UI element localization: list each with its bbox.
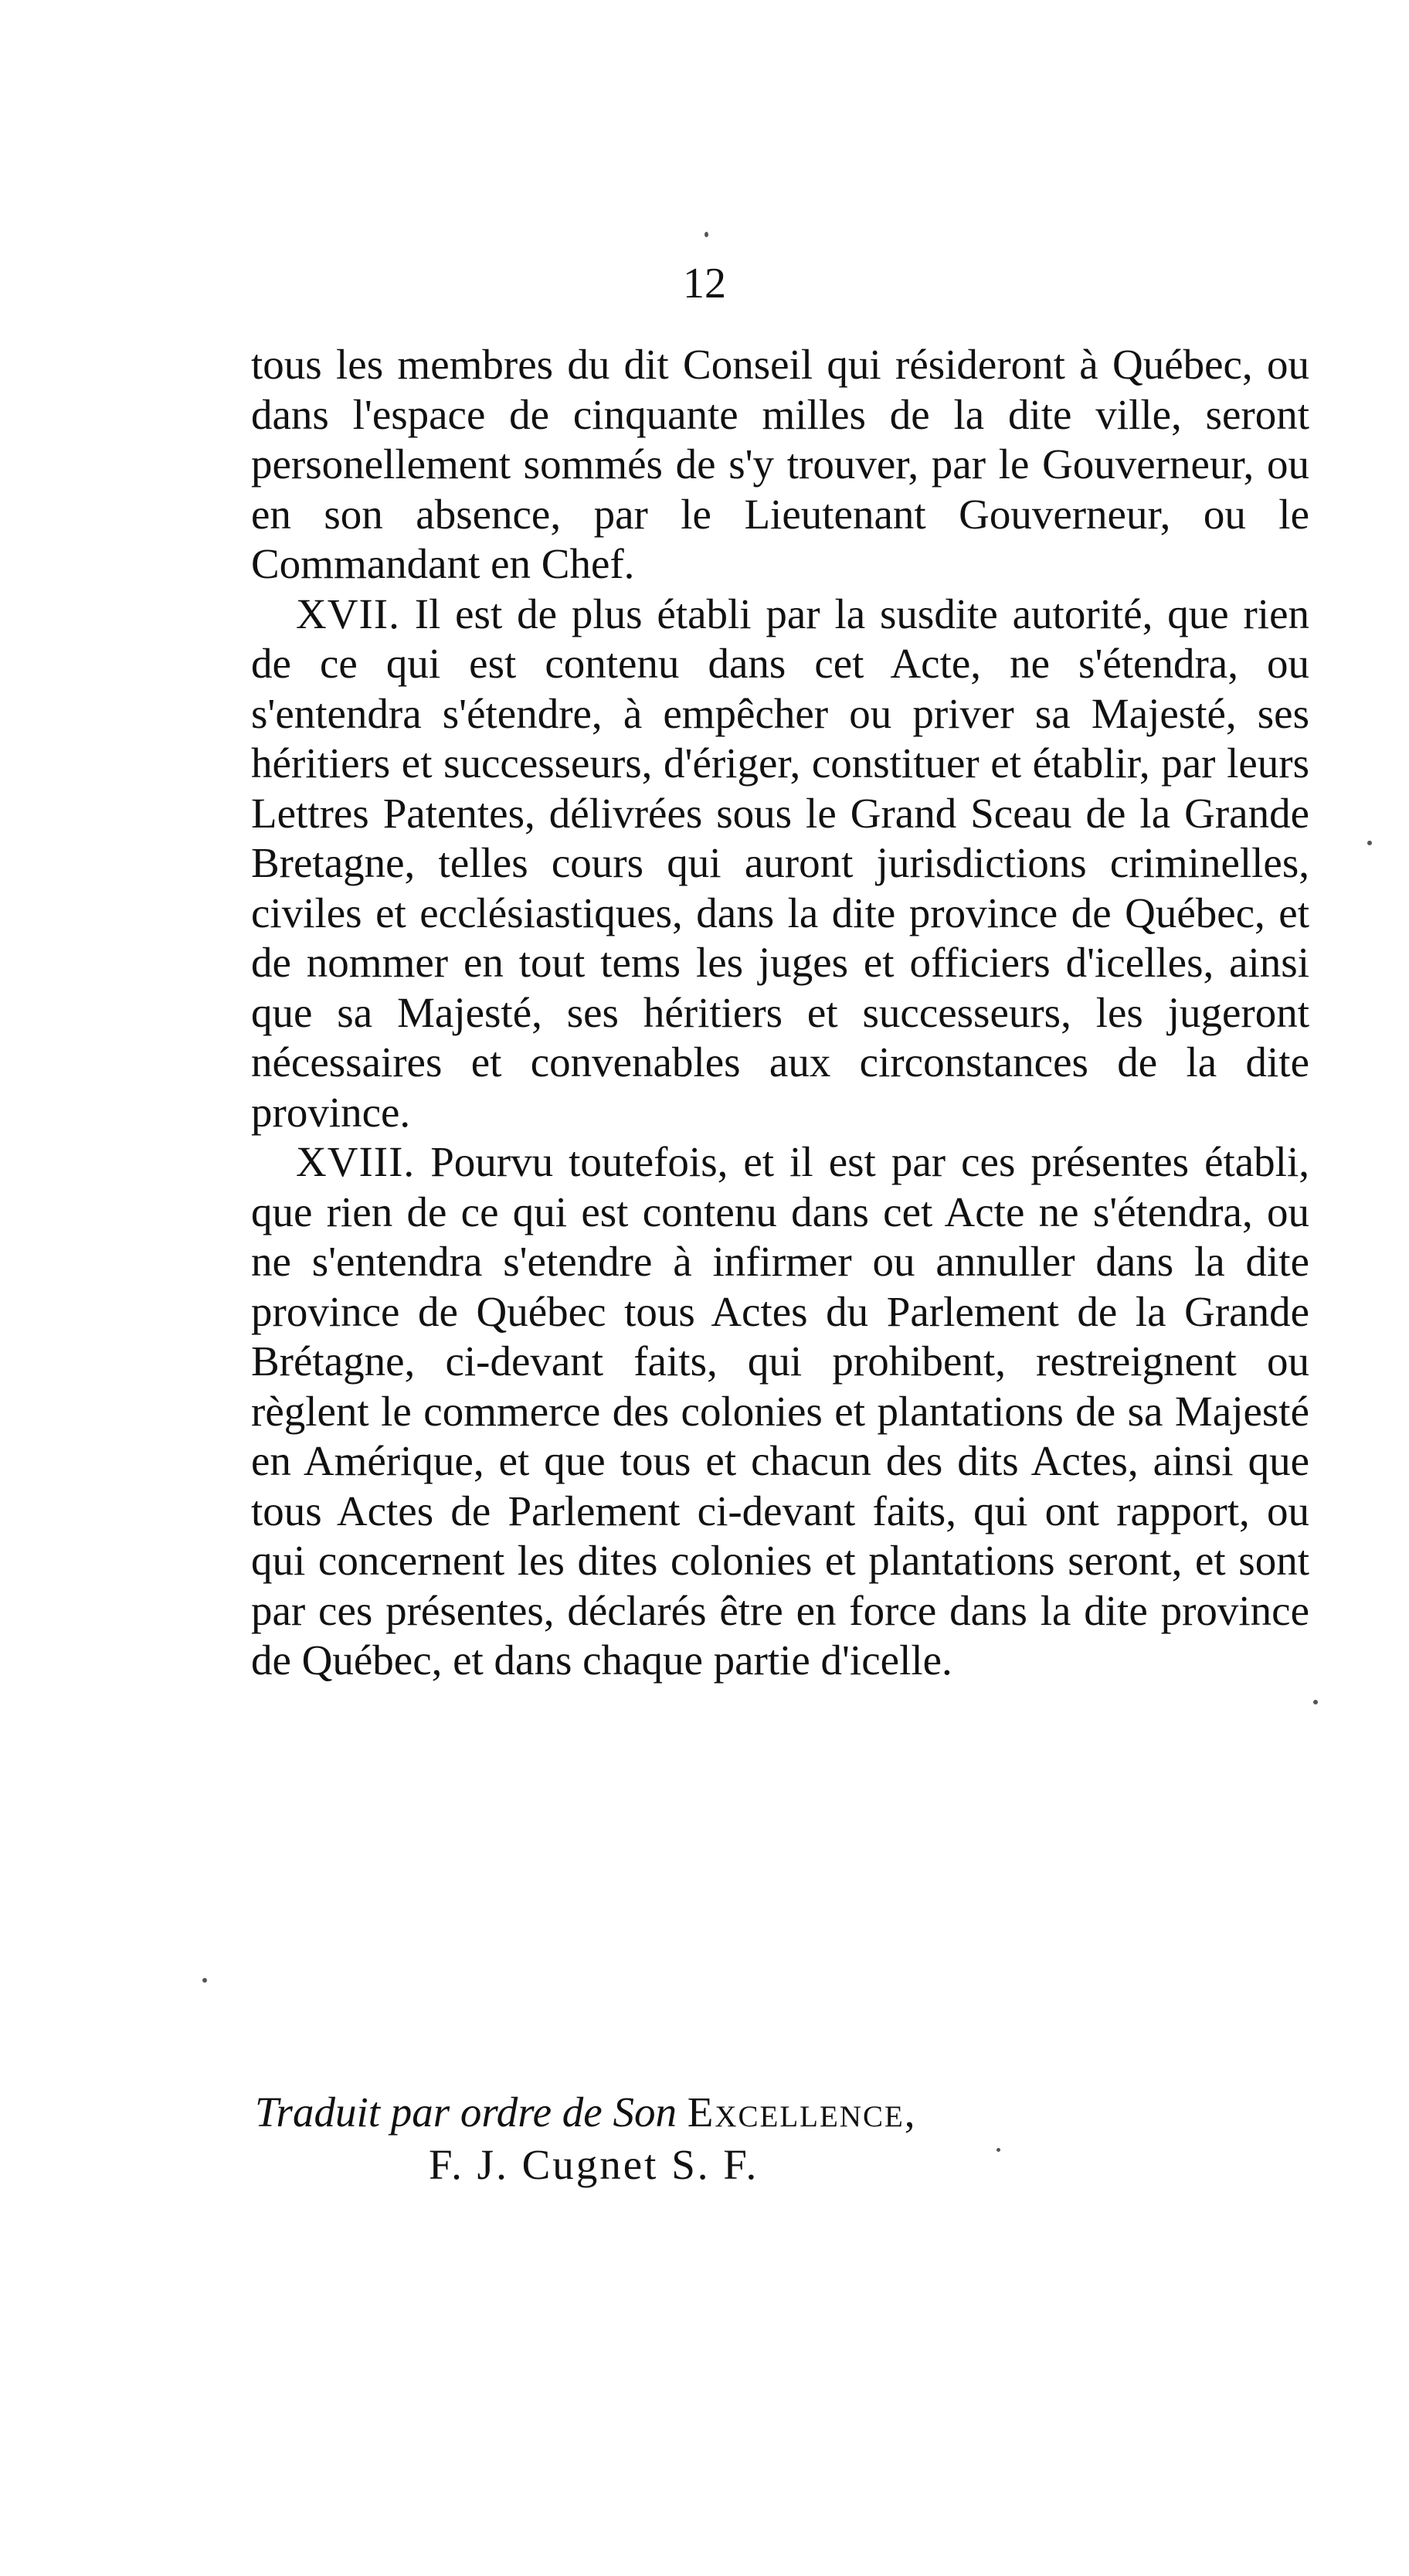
scan-speck	[1367, 841, 1372, 845]
paragraph-continuation	[251, 340, 1309, 590]
scan-speck	[704, 232, 708, 237]
excellence-title: Excellence,	[687, 2088, 917, 2136]
signer-name: F. J. Cugnet S. F.	[429, 2141, 759, 2188]
article-text: Pourvu toutefois, et il est par ces présentes établi, que rien de ce qui est contenu dans cet Acte ne s'étendra, ou ne s'entendra s'etendre à infirmer ou annuller dans la dite province de Québec tous Actes du Parlement de la Grande Brétagne, ci-devant faits, qui prohibent, restreignent ou règlent le commerce des colonies et plantations de sa Majesté en Amérique, et que tous et chacun des dits Actes, ainsi que tous Actes de Parlement ci-devant faits, qui ont rapport, ou qui concernent les dites colonies et plantations seront, et sont par ces présentes, déclarés être en force dans la dite province de Québec, et dans chaque partie d'icelle.	[251, 1138, 1309, 1684]
article-xviii	[251, 1137, 1309, 1686]
article-text: Il est de plus établi par la susdite autorité, que rien de ce qui est contenu dans cet Acte, ne s'étendra, ou s'entendra s'étendre, à empêcher ou priver sa Majesté, ses héritiers et successeurs, d'ériger, constituer et établir, par leurs Lettres Patentes, délivrées sous le Grand Sceau de la Grande Bretagne, telles cours qui auront jurisdictions criminelles, civiles et ecclésiastiques, dans la dite province de Québec, et de nommer en tout tems les juges et officiers d'icelles, ainsi que sa Majesté, ses héritiers et successeurs, les jugeront nécessaires et convenables aux circonstances de la dite province.	[251, 590, 1310, 1136]
scan-speck	[202, 1978, 207, 1983]
body-text	[251, 340, 1309, 1686]
paragraph-text: tous les membres du dit Conseil qui résideront à Québec, ou dans l'espace de cinquante milles de la dite ville, seront personellement sommés de s'y trouver, par le Gouverneur, ou en son absence, par le Lieutenant Gouverneur, ou le Commandant en Chef.	[251, 341, 1309, 587]
scan-speck	[1313, 1700, 1318, 1704]
article-xvii	[251, 590, 1309, 1138]
translated-by-line	[255, 2086, 1313, 2139]
translated-by-text: Traduit par ordre de Son	[255, 2088, 677, 2136]
article-number: XVIII.	[296, 1138, 416, 1185]
article-number: XVII.	[296, 590, 400, 637]
page-number: 12	[683, 260, 726, 308]
translation-credit	[255, 2086, 1313, 2191]
scan-speck	[996, 2148, 1000, 2152]
